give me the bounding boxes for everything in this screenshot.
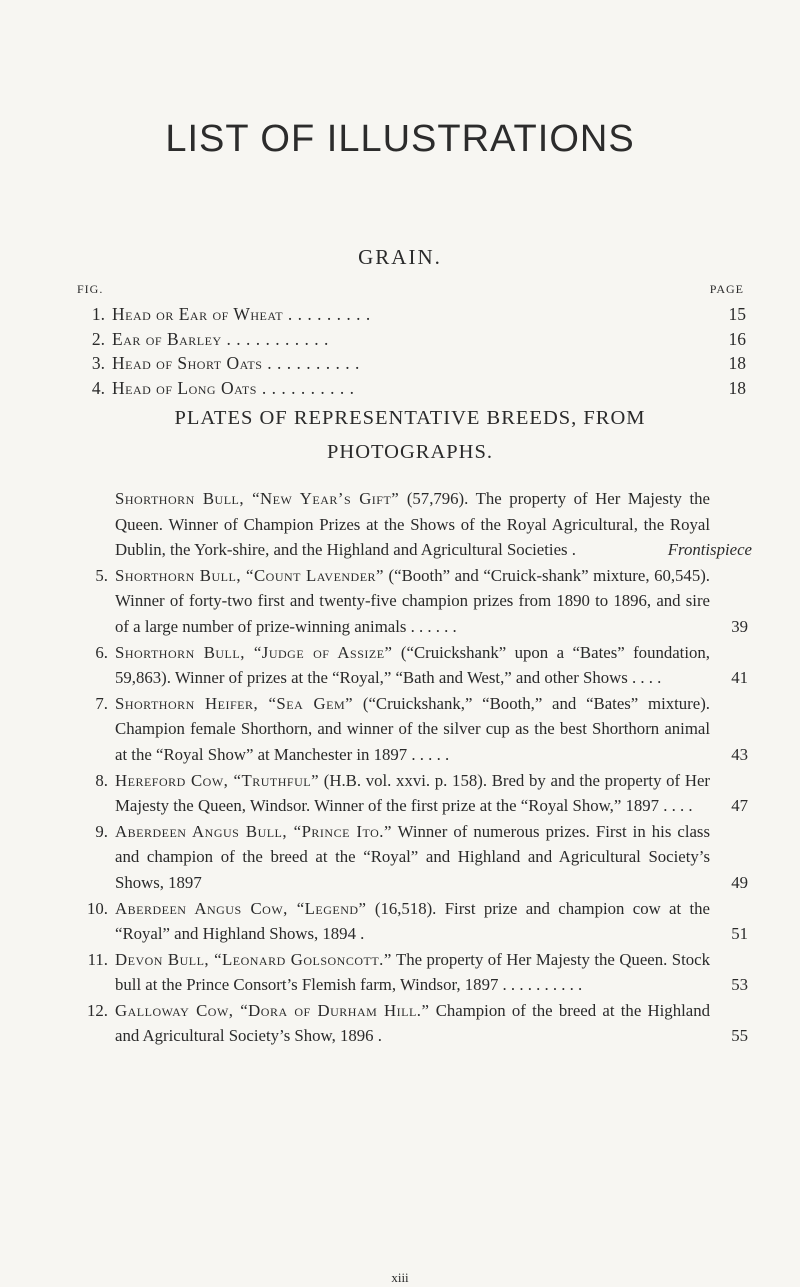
grain-section-heading: GRAIN. — [358, 245, 442, 269]
list-item — [68, 819, 748, 896]
plate-number: 11. — [87, 949, 108, 969]
list-item — [68, 302, 746, 327]
plate-number: 7. — [95, 693, 108, 713]
page-number: 43 — [731, 744, 748, 764]
plate-number: 6. — [95, 642, 108, 662]
page-number: 15 — [728, 304, 746, 324]
page-folio: xiii — [391, 1270, 409, 1285]
page-number: 18 — [728, 353, 746, 373]
plate-number: 12. — [87, 1000, 108, 1020]
plate-number: 10. — [87, 898, 108, 918]
page-number: Frontispiece — [667, 540, 752, 560]
fig-column-label: FIG. — [77, 282, 104, 296]
page-number: 41 — [731, 668, 748, 688]
list-item — [68, 351, 746, 376]
page-number: 47 — [731, 796, 748, 816]
figure-title: Ear of Barley . . . . . . . . . . . — [112, 328, 329, 349]
plate-description: Shorthorn Heifer, “Sea Gem” (“Cruickshank,” “Booth,” and “Bates” mixture). Champion female Shorthorn, and winner of the silver cup as the best Shorthorn animal at the “Royal Show” at Manchester in 1897 . . . . . — [115, 693, 710, 764]
figure-number: 1. — [91, 304, 105, 324]
list-item — [68, 896, 748, 947]
list-item — [68, 691, 748, 768]
plate-description: Galloway Cow, “Dora of Durham Hill.” Champion of the breed at the Highland and Agricultural Society’s Show, 1896 . — [115, 1000, 710, 1046]
list-item — [68, 486, 752, 563]
figure-number: 3. — [91, 353, 105, 373]
plate-description: Shorthorn Bull, “Judge of Assize” (“Cruickshank” upon a “Bates” foundation, 59,863). Winner of prizes at the “Royal,” “Bath and West,” and other Shows . . . . — [115, 642, 710, 688]
list-item — [68, 947, 748, 998]
page-number: 51 — [731, 924, 748, 944]
plate-number: 9. — [95, 821, 108, 841]
list-item — [68, 327, 746, 352]
plate-description: Shorthorn Bull, “Count Lavender” (“Booth” and “Cruick-shank” mixture, 60,545). Winner of forty-two first and twenty-five champion prizes from 1890 to 1896, and sire of a large number of prize-winning animals . . . . . . — [115, 565, 710, 636]
list-item — [68, 376, 746, 401]
list-item — [68, 768, 748, 819]
figure-number: 4. — [91, 377, 105, 398]
page-number: 18 — [728, 377, 746, 398]
plate-number: 8. — [95, 770, 108, 790]
figure-title: Head of Long Oats . . . . . . . . . . — [112, 377, 355, 398]
plates-list — [68, 486, 752, 1049]
plate-description: Hereford Cow, “Truthful” (H.B. vol. xxvi. p. 158). Bred by and the property of Her Majesty the Queen, Windsor. Winner of the first prize at the “Royal Show,” 1897 . . . . — [115, 770, 710, 816]
list-item — [68, 640, 748, 691]
plate-description: Aberdeen Angus Cow, “Legend” (16,518). First prize and champion cow at the “Royal” and Highland Shows, 1894 . — [115, 898, 711, 944]
page-column-label: PAGE — [709, 282, 744, 296]
page-number: 39 — [731, 616, 748, 636]
figure-title: Head or Ear of Wheat . . . . . . . . . — [112, 304, 371, 324]
page-number: 16 — [728, 328, 746, 349]
list-item — [68, 563, 748, 640]
plate-description: Shorthorn Bull, “New Year’s Gift” (57,796). The property of Her Majesty the Queen. Winner of Champion Prizes at the Shows of the Royal Agricultural, the Royal Dublin, the York-shire, and the Highland and Agricultural Societies . — [115, 489, 710, 560]
grain-list — [68, 302, 746, 400]
page-number: 53 — [731, 975, 748, 995]
list-item — [68, 998, 748, 1049]
plates-section-heading: PLATES OF REPRESENTATIVE BREEDS, FROM PHOTOGRAPHS. — [174, 407, 646, 463]
plate-description: Devon Bull, “Leonard Golsoncott.” The property of Her Majesty the Queen. Stock bull at the Prince Consort’s Flemish farm, Windsor, 1897 . . . . . . . . . . — [115, 949, 710, 995]
page-title: LIST OF ILLUSTRATIONS — [165, 118, 635, 160]
figure-number: 2. — [91, 328, 105, 349]
page-number: 55 — [731, 1026, 748, 1046]
plate-number: 5. — [95, 565, 108, 585]
figure-title: Head of Short Oats . . . . . . . . . . — [112, 353, 360, 373]
page-number: 49 — [731, 872, 748, 892]
plate-description: Aberdeen Angus Bull, “Prince Ito.” Winner of numerous prizes. First in his class and champion of the breed at the “Royal” and Highland and Agricultural Society’s Shows, 1897 — [115, 821, 710, 892]
